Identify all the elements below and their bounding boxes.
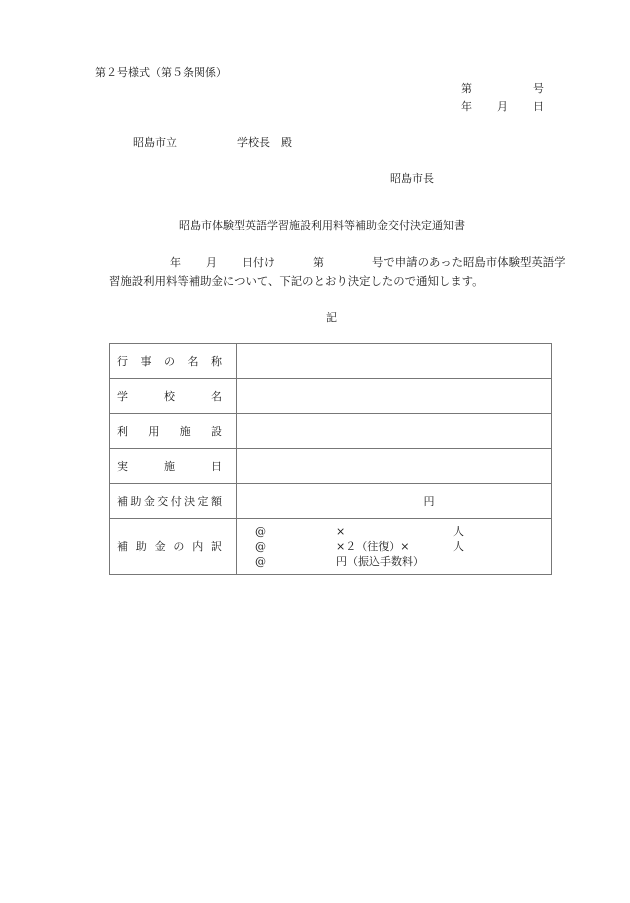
label-char: 訳	[210, 540, 222, 553]
value-event-name	[237, 344, 552, 379]
body-day: 日付け	[242, 256, 275, 269]
addressee-title: 学校長 殿	[237, 136, 292, 149]
breakdown-mid-1: ×	[336, 525, 346, 538]
label-char: 学	[117, 389, 128, 403]
table-row-event-name	[110, 344, 552, 379]
details-table	[109, 343, 552, 575]
body-year: 年	[170, 256, 181, 269]
addressee-city: 昭島市立	[133, 136, 177, 149]
body-line2: 習施設利用料等補助金について、下記のとおり決定したので通知します。	[109, 274, 484, 288]
label-char: 名	[187, 354, 199, 368]
label-event-name	[110, 344, 237, 379]
table-row-date	[110, 449, 552, 484]
breakdown-mid-3: 円（振込手数料）	[336, 555, 424, 568]
value-amount: 円	[237, 484, 552, 519]
label-char: 事	[140, 354, 152, 368]
table-row-facility	[110, 414, 552, 449]
document-title: 昭島市体験型英語学習施設利用料等補助金交付決定通知書	[179, 219, 465, 232]
label-char: 金	[143, 494, 155, 508]
breakdown-unit-1: 人	[453, 525, 464, 538]
label-breakdown	[110, 519, 237, 575]
label-char: 助	[130, 494, 142, 508]
value-school-name	[237, 379, 552, 414]
label-school-name	[110, 379, 237, 414]
body-line1: 号で申請のあった昭島市体験型英語学	[372, 255, 566, 269]
sender: 昭島市長	[390, 172, 434, 185]
label-char: 施	[164, 459, 175, 473]
breakdown-at-1: @	[255, 525, 266, 538]
date-month: 月	[497, 100, 508, 113]
label-char: 名	[211, 389, 222, 403]
label-char: 校	[164, 389, 175, 403]
label-char: 行	[117, 354, 128, 368]
label-char: 日	[211, 459, 222, 473]
body-num-prefix: 第	[313, 256, 324, 269]
label-date	[110, 449, 237, 484]
table-row-school-name	[110, 379, 552, 414]
label-char: 利	[117, 424, 128, 438]
label-char: 用	[148, 424, 160, 438]
breakdown-at-3: @	[255, 555, 266, 568]
breakdown-unit-2: 人	[453, 540, 464, 553]
label-char: 補	[117, 540, 128, 553]
label-amount	[110, 484, 237, 519]
label-char: 金	[154, 540, 166, 553]
doc-number-suffix: 号	[533, 82, 544, 95]
date-year: 年	[461, 100, 472, 113]
label-char: 交	[157, 494, 169, 508]
value-breakdown	[237, 519, 552, 575]
body-month: 月	[206, 256, 217, 269]
value-date	[237, 449, 552, 484]
breakdown-at-2: @	[255, 540, 266, 553]
label-char: 実	[117, 459, 128, 473]
doc-number-prefix: 第	[461, 82, 472, 95]
date-day: 日	[533, 100, 544, 113]
label-char: 定	[197, 494, 209, 508]
value-facility	[237, 414, 552, 449]
label-char: 施	[179, 424, 191, 438]
label-char: 補	[117, 494, 128, 508]
label-char: 助	[135, 540, 147, 553]
table-row-amount	[110, 484, 552, 519]
label-char: 決	[184, 494, 196, 508]
label-char: の	[173, 540, 185, 553]
form-number: 第２号様式（第５条関係）	[95, 66, 227, 79]
label-char: 称	[211, 354, 222, 368]
label-char: の	[164, 354, 175, 368]
ki-heading: 記	[326, 311, 337, 324]
label-facility	[110, 414, 237, 449]
table-row-breakdown	[110, 519, 552, 575]
label-char: 額	[210, 494, 222, 508]
breakdown-mid-2: ×２（往復）×	[336, 540, 410, 553]
label-char: 付	[170, 494, 182, 508]
label-char: 内	[192, 540, 204, 553]
label-char: 設	[210, 424, 222, 438]
